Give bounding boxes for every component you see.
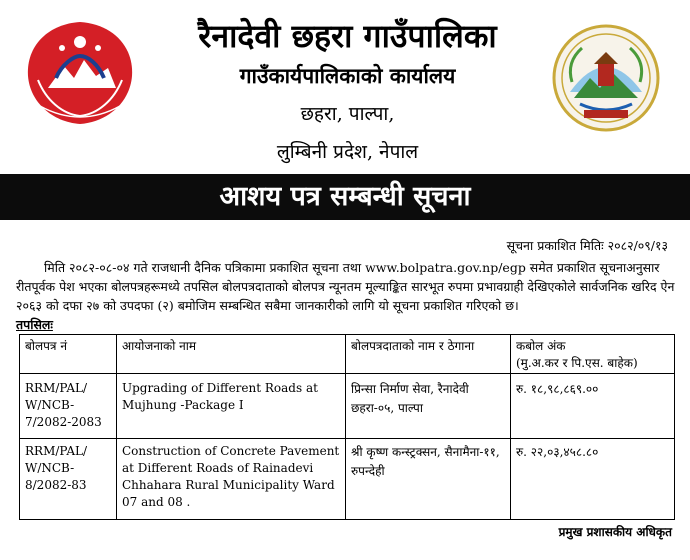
office-name: गाउँकार्यपालिकाको कार्यालय [239, 63, 456, 88]
municipality-seal-icon [550, 22, 662, 134]
project-cell: Construction of Concrete Pavement at Different Roads of Rainadevi Chhahara Rural Municipality Ward 07 and 08 . [117, 439, 346, 520]
notice-title-banner: आशय पत्र सम्बन्धी सूचना [0, 174, 690, 220]
nepal-government-emblem-icon [18, 18, 142, 130]
amount-cell: रु. १८,९८,८६९.०० [511, 374, 675, 439]
bidder-cell: श्री कृष्ण कन्स्ट्रक्सन, सैनामैना-११, रुपन्देही [346, 439, 511, 520]
signatory-title: प्रमुख प्रशासकीय अधिकृत [558, 525, 672, 539]
amount-cell: रु. २२,०३,४५८.८० [511, 439, 675, 520]
col-header-amount: कबोल अंक (मु.अ.कर र पि.एस. बाहेक) [511, 335, 675, 374]
published-date: सूचना प्रकाशित मितिः २०८२/०९/१३ [506, 238, 668, 253]
municipality-name: रैनादेवी छहरा गाउँपालिका [198, 17, 497, 55]
notice-body-text: मिति २०८२-०८-०४ गते राजधानी दैनिक पत्रिकामा प्रकाशित सूचना तथा www.bolpatra.gov.np/egp समेत प्रकाशित सूचनाअनुसार रीतपूर्वक पेश भएका बोलपत्रहरूमध्ये तपसिल बोलपत्रदाताको बोलपत्र न्यूनतम मूल्याङ्कित सारभूत रुपमा प्रभावग्राही देखिएकोले सार्वजनिक खरिद ऐन २०६३ को दफा २७ को उपदफा (२) बमोजिम सम्बन्धित सबैमा जानकारीको लागि यो सूचना प्रकाशित गरिएको छ। [16, 260, 675, 313]
table-row [20, 374, 675, 439]
col-header-project: आयोजनाको नाम [117, 335, 346, 374]
details-label: तपसिलः [16, 317, 53, 332]
project-cell: Upgrading of Different Roads at Mujhung -Package I [117, 374, 346, 439]
province-name: लुम्बिनी प्रदेश, नेपाल [276, 141, 419, 163]
bid-details-table [19, 334, 675, 520]
col-header-bid-no: बोलपत्र नं [20, 335, 117, 374]
office-location: छहरा, पाल्पा, [300, 103, 395, 125]
bid-no-cell: RRM/PAL/ W/NCB- 7/2082-2083 [20, 374, 117, 439]
bidder-cell: प्रिन्सा निर्माण सेवा, रैनादेवी छहरा-०५, पाल्पा [346, 374, 511, 439]
table-row [20, 439, 675, 520]
notice-body [16, 258, 676, 315]
bid-no-cell: RRM/PAL/ W/NCB- 8/2082-83 [20, 439, 117, 520]
table-header-row [20, 335, 675, 374]
col-header-bidder: बोलपत्रदाताको नाम र ठेगाना [346, 335, 511, 374]
